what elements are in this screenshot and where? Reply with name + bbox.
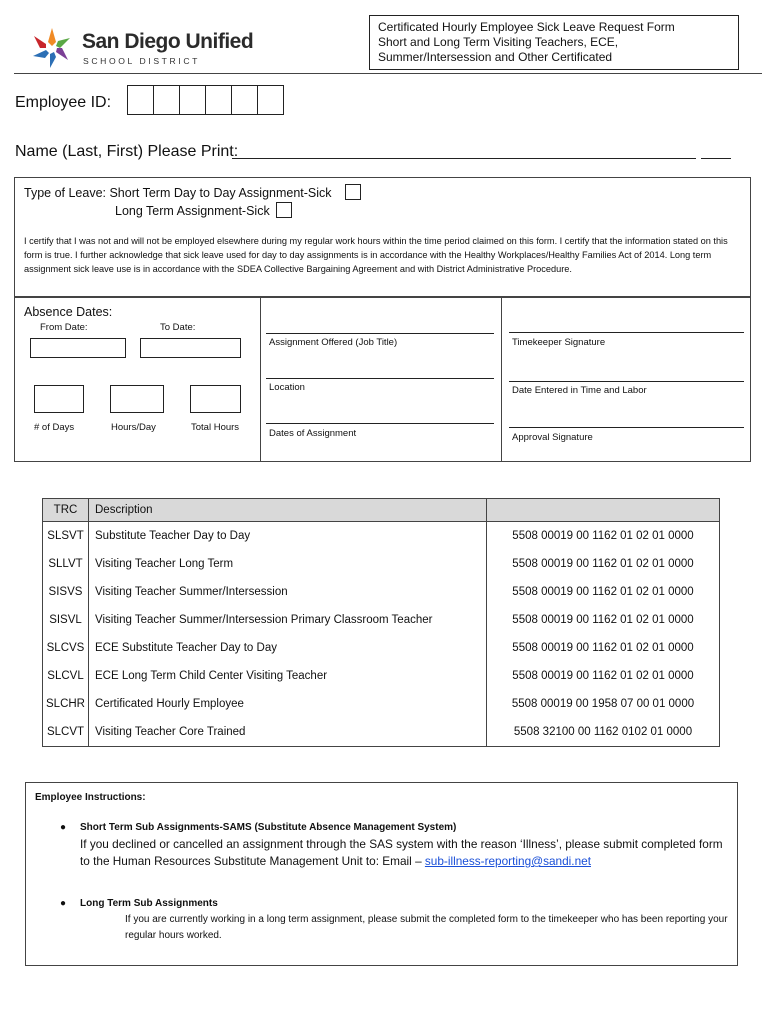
location-field[interactable]: [266, 378, 494, 379]
employee-id-label: Employee ID:: [15, 94, 112, 111]
assignment-title-label: Assignment Offered (Job Title): [269, 337, 398, 348]
district-logo-icon: [30, 26, 74, 70]
approval-signature-field[interactable]: [509, 427, 744, 428]
from-date-label: From Date:: [40, 322, 88, 333]
email-link[interactable]: sub-illness-reporting@sandi.net: [424, 854, 591, 868]
trc-account-cell: 5508 32100 00 1162 0102 01 0000: [487, 718, 720, 747]
employee-id-digit-box[interactable]: [127, 85, 154, 115]
to-date-input[interactable]: [140, 338, 241, 358]
location-label: Location: [269, 382, 305, 393]
table-row: [43, 606, 720, 634]
employee-name-field-extra[interactable]: [701, 158, 731, 159]
date-entered-label: Date Entered in Time and Labor: [512, 385, 647, 396]
assignment-dates-label: Dates of Assignment: [269, 428, 357, 439]
form-title-line-2: Short and Long Term Visiting Teachers, ECE,: [378, 35, 619, 49]
trc-description-cell: Visiting Teacher Core Trained: [89, 718, 487, 747]
header-divider: [14, 73, 762, 74]
timekeeper-signature-label: Timekeeper Signature: [512, 337, 606, 348]
trc-column-header: TRC: [43, 499, 89, 522]
hours-per-day-input[interactable]: [110, 385, 164, 413]
trc-description-cell: ECE Long Term Child Center Visiting Teacher: [89, 662, 487, 690]
table-row: [43, 550, 720, 578]
employee-id-field[interactable]: [128, 85, 284, 115]
short-term-text: If you declined or cancelled an assignment through the SAS system with the reason ‘Illness’, please submit completed form to the Human Resources Substitute Management Unit to: Email –: [80, 837, 723, 868]
table-row: [43, 662, 720, 690]
trc-account-cell: 5508 00019 00 1162 01 02 01 0000: [487, 578, 720, 606]
long-term-instructions: If you are currently working in a long term assignment, please submit the completed form to the timekeeper who has been reporting your regular hours worked.: [125, 914, 728, 941]
trc-account-cell: 5508 00019 00 1162 01 02 01 0000: [487, 522, 720, 551]
assignment-title-field[interactable]: [266, 333, 494, 334]
bullet-icon: ●: [60, 822, 67, 833]
long-term-heading: Long Term Sub Assignments: [80, 898, 218, 909]
trc-description-cell: ECE Substitute Teacher Day to Day: [89, 634, 487, 662]
certification-statement: I certify that I was not and will not be employed elsewhere during my regular work hours within the time period claimed on this form. I certify that the information stated on this form is true. I further acknowledge that sick leave used for day to day assignments is in accordance with the Healthy Workplaces/Healthy Families Act of 2014. Long term assignment sick leave use is in accordance with the SDEA Collective Bargaining Agreement and with District Administrative Procedure.: [24, 236, 728, 275]
table-row: [43, 718, 720, 747]
district-name: San Diego Unified: [82, 30, 254, 53]
trc-description-cell: Visiting Teacher Summer/Intersession Primary Classroom Teacher: [89, 606, 487, 634]
timekeeper-signature-field[interactable]: [509, 332, 744, 333]
employee-name-label: Name (Last, First) Please Print:: [15, 143, 239, 160]
assignment-divider: [501, 297, 502, 462]
trc-code-cell: SLCVS: [43, 634, 89, 662]
approval-signature-label: Approval Signature: [512, 432, 593, 443]
table-header-row: [43, 499, 720, 522]
form-title-box: [369, 15, 739, 70]
trc-code-cell: SLLVT: [43, 550, 89, 578]
short-term-heading: Short Term Sub Assignments-SAMS (Substitute Absence Management System): [80, 822, 457, 833]
trc-account-cell: 5508 00019 00 1162 01 02 01 0000: [487, 550, 720, 578]
trc-account-cell: 5508 00019 00 1162 01 02 01 0000: [487, 634, 720, 662]
account-column-header: [487, 499, 720, 522]
employee-id-digit-box[interactable]: [257, 85, 284, 115]
hours-per-day-label: Hours/Day: [111, 422, 156, 433]
table-row: [43, 634, 720, 662]
description-column-header: Description: [89, 499, 487, 522]
trc-code-table: [42, 498, 720, 747]
district-subtitle: SCHOOL DISTRICT: [83, 56, 200, 66]
days-input[interactable]: [34, 385, 84, 413]
to-date-label: To Date:: [160, 322, 196, 333]
bullet-icon: ●: [60, 898, 67, 909]
employee-id-digit-box[interactable]: [231, 85, 258, 115]
instructions-title: Employee Instructions:: [35, 792, 146, 803]
table-row: [43, 522, 720, 551]
trc-code-cell: SISVL: [43, 606, 89, 634]
trc-description-cell: Certificated Hourly Employee: [89, 690, 487, 718]
trc-code-cell: SLCVL: [43, 662, 89, 690]
employee-id-digit-box[interactable]: [205, 85, 232, 115]
table-row: [43, 578, 720, 606]
leave-type-long-label: Long Term Assignment-Sick: [115, 204, 270, 218]
trc-code-cell: SLSVT: [43, 522, 89, 551]
trc-code-cell: SLCHR: [43, 690, 89, 718]
employee-id-digit-box[interactable]: [153, 85, 180, 115]
district-logo: [30, 26, 254, 72]
assignment-dates-field[interactable]: [266, 423, 494, 424]
form-title-line-1: Certificated Hourly Employee Sick Leave Request Form: [378, 20, 675, 34]
leave-type-short-label: Type of Leave: Short Term Day to Day Assignment-Sick: [24, 186, 332, 200]
short-term-instructions: [80, 836, 730, 870]
trc-code-cell: SISVS: [43, 578, 89, 606]
total-hours-input[interactable]: [190, 385, 241, 413]
absence-dates-title: Absence Dates:: [24, 305, 113, 319]
employee-id-digit-box[interactable]: [179, 85, 206, 115]
table-row: [43, 690, 720, 718]
trc-account-cell: 5508 00019 00 1162 01 02 01 0000: [487, 606, 720, 634]
trc-code-cell: SLCVT: [43, 718, 89, 747]
total-hours-label: Total Hours: [191, 422, 240, 433]
long-term-checkbox[interactable]: [276, 202, 292, 218]
trc-description-cell: Substitute Teacher Day to Day: [89, 522, 487, 551]
date-entered-field[interactable]: [509, 381, 744, 382]
trc-account-cell: 5508 00019 00 1162 01 02 01 0000: [487, 662, 720, 690]
employee-name-field[interactable]: [232, 158, 696, 159]
from-date-input[interactable]: [30, 338, 126, 358]
form-title-line-3: Summer/Intersession and Other Certificated: [378, 50, 613, 64]
days-label: # of Days: [34, 422, 75, 433]
trc-description-cell: Visiting Teacher Long Term: [89, 550, 487, 578]
trc-description-cell: Visiting Teacher Summer/Intersession: [89, 578, 487, 606]
trc-account-cell: 5508 00019 00 1958 07 00 01 0000: [487, 690, 720, 718]
short-term-checkbox[interactable]: [345, 184, 361, 200]
